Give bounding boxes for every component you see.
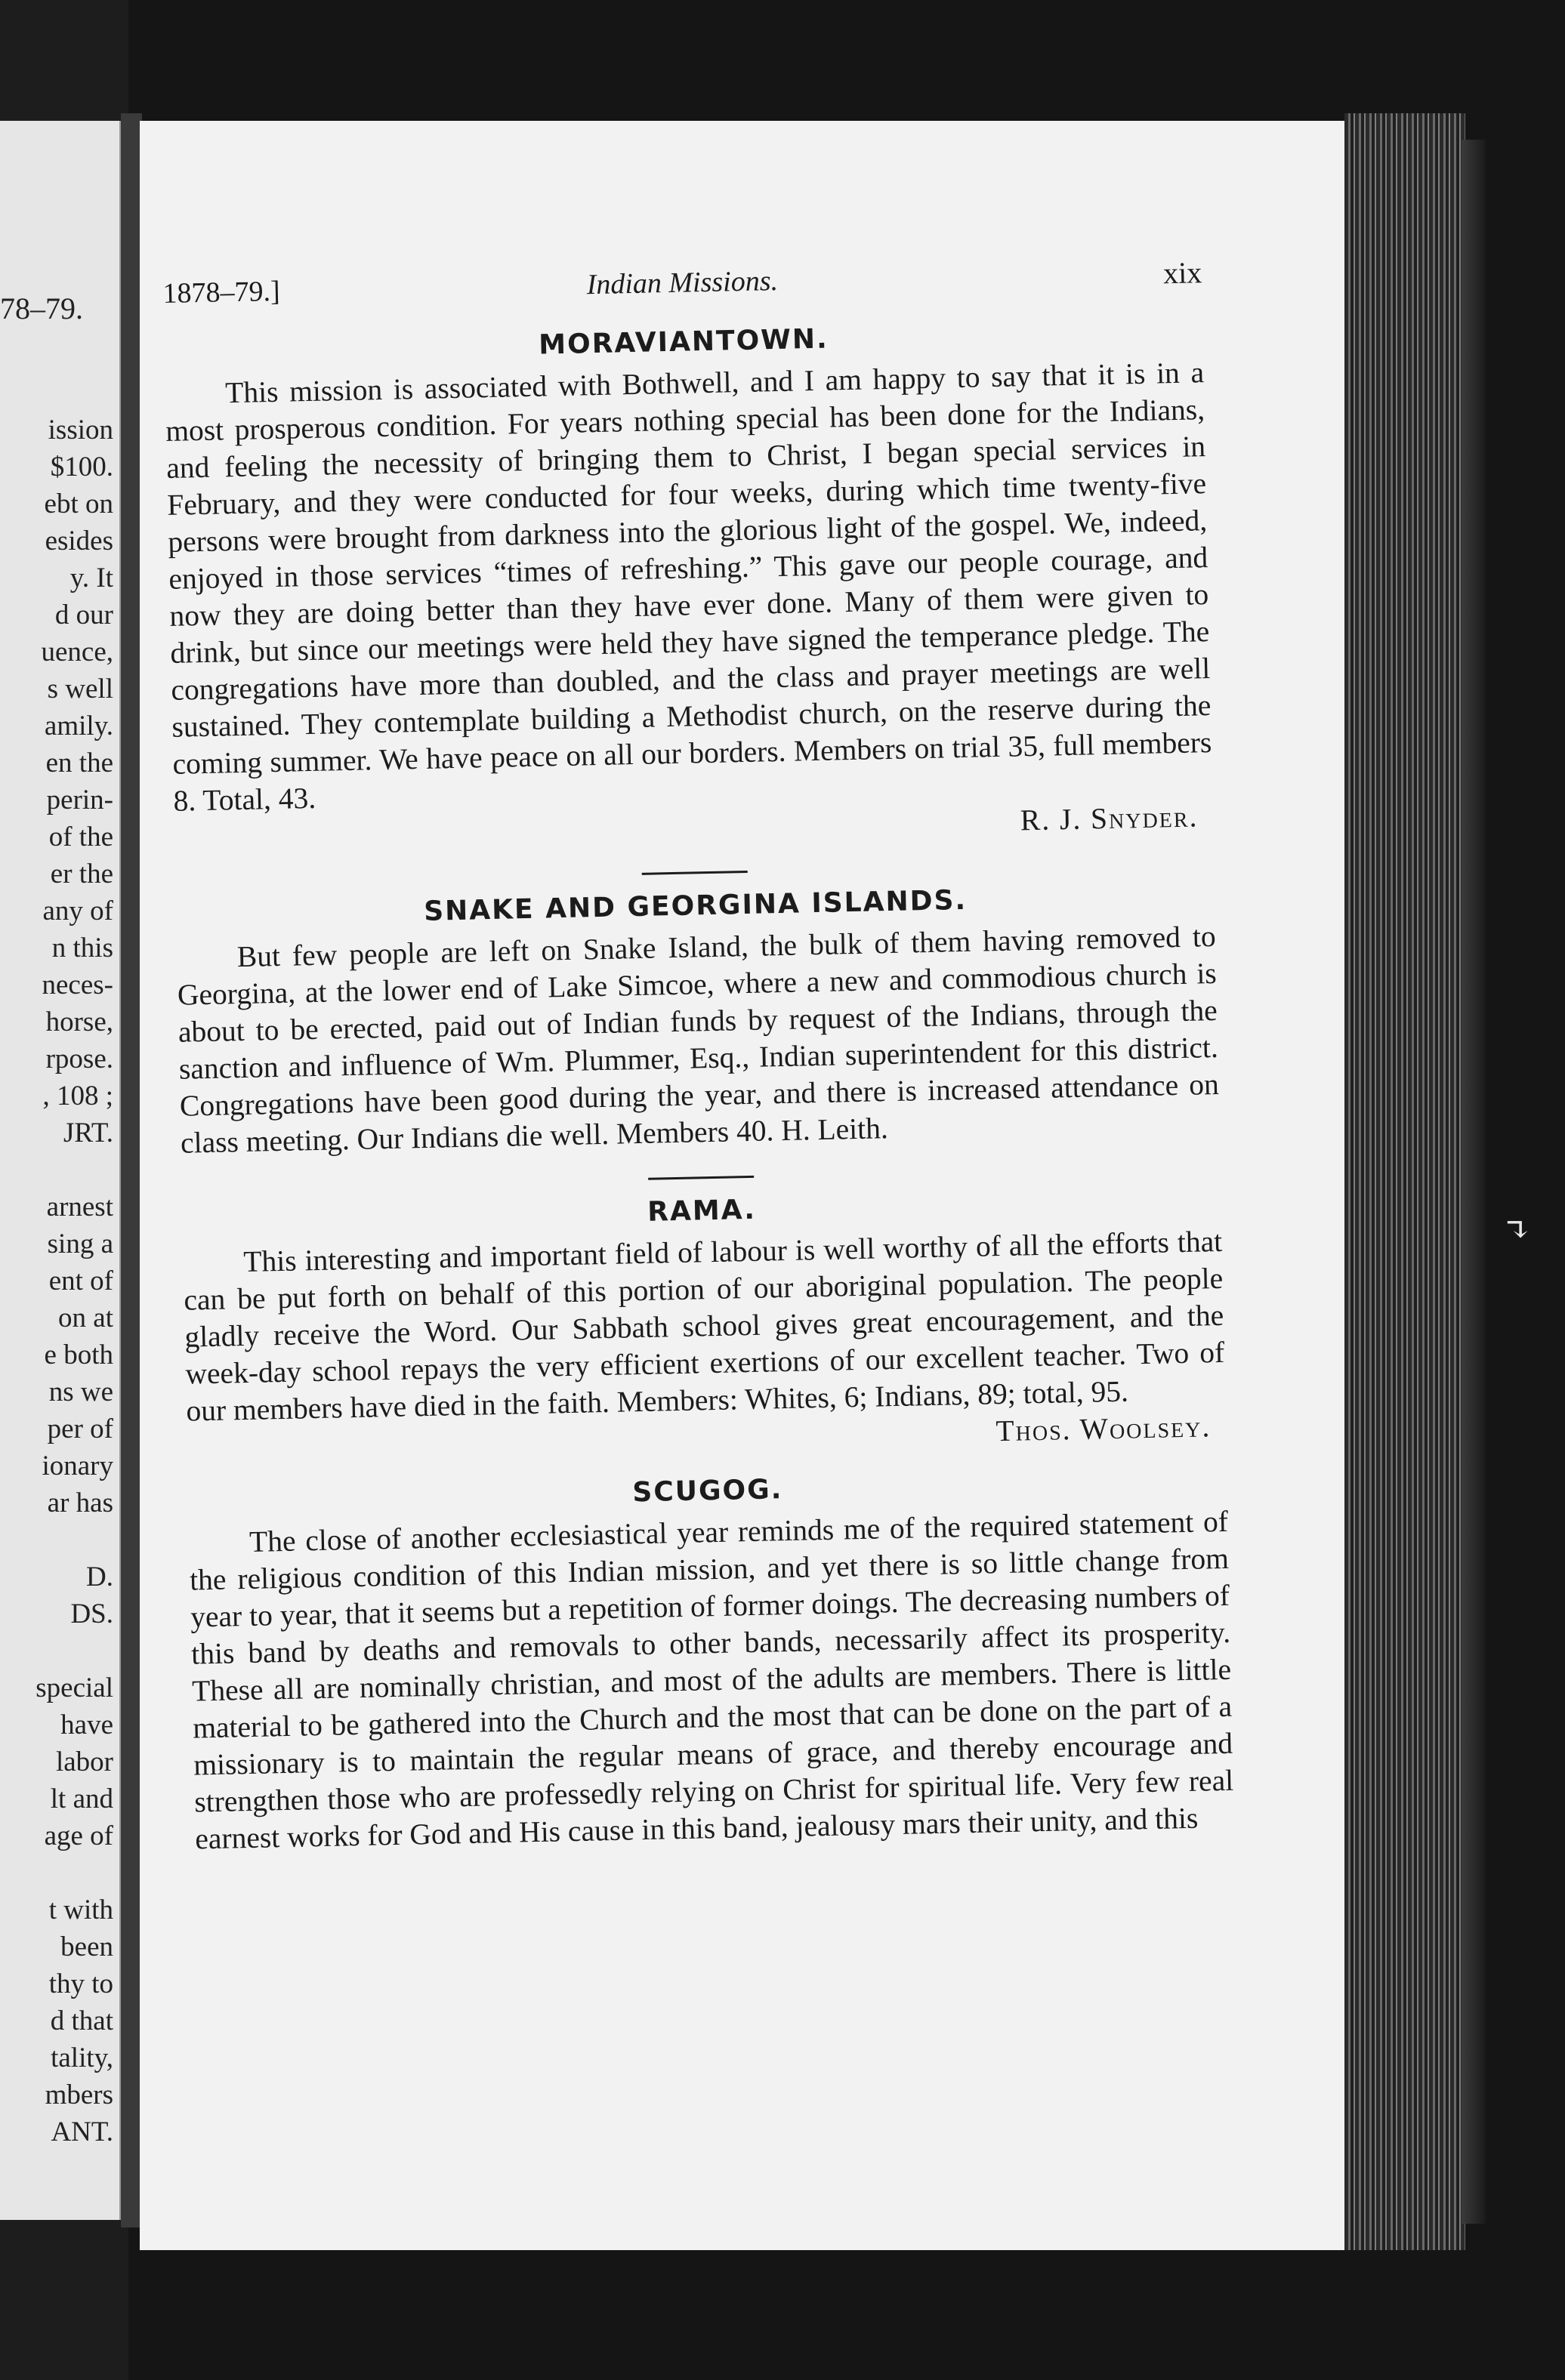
right-page xyxy=(140,121,1348,2250)
left-page-line: been xyxy=(60,1931,113,1962)
section-divider xyxy=(648,1176,754,1180)
section-heading: RAMA. xyxy=(647,1194,757,1228)
left-page-line xyxy=(35,1854,113,1891)
left-page-line: d our xyxy=(54,600,113,630)
left-page-line: ar has xyxy=(47,1488,113,1518)
bookmark-ribbon xyxy=(1462,140,1486,2224)
left-page-text xyxy=(35,412,113,2150)
left-page-line: d that xyxy=(50,2005,113,2036)
corner-arrow-icon: ↴ xyxy=(1503,1212,1531,1249)
left-page-line: per of xyxy=(47,1414,113,1444)
left-page-line xyxy=(35,1632,113,1669)
left-page-line: rpose. xyxy=(45,1044,113,1074)
left-page-line: thy to xyxy=(48,1968,113,1999)
header-year: 1878–79.] xyxy=(162,275,281,310)
left-page-line: on at xyxy=(58,1303,113,1333)
left-page-line: JRT. xyxy=(63,1118,113,1148)
left-page-line: y. It xyxy=(69,563,113,593)
left-page-line: ionary xyxy=(42,1451,113,1481)
left-page-line: tality, xyxy=(51,2042,113,2073)
left-page-line: sing a xyxy=(47,1229,113,1259)
left-page-line: ebt on xyxy=(44,489,113,519)
left-page-line: perin- xyxy=(46,785,113,815)
section-heading: SCUGOG. xyxy=(631,1474,783,1509)
left-page-line: s well xyxy=(47,674,113,704)
left-page-line: DS. xyxy=(70,1598,113,1629)
section-body: But few people are left on Snake Island, the bulk of them having removed to Georgina, at the lower end of Lake Simcoe, where a new and commodious church is about to be erected, paid out of Indian funds by request of the Indians, through the sanction and influence of Wm. Plummer, Esq., Indian superintendent for this district. Congregations have been good during the year, and there is increased attendance on class meeting. Our Indians die well. Members 40. H. Leith. xyxy=(177,919,1220,1160)
running-header xyxy=(162,254,1202,321)
left-page-line: of the xyxy=(48,822,113,852)
left-page-line: e both xyxy=(44,1340,113,1370)
left-page-line: amily. xyxy=(44,711,113,741)
left-page-line: ent of xyxy=(48,1266,113,1296)
left-page-line: special xyxy=(35,1672,113,1703)
left-page-line: any of xyxy=(42,896,113,926)
section-body: The close of another ecclesiastical year reminds me of the required statement of the religious condition of this Indian mission, and yet there is so little change from year to year, that it seems but a repetition of former doings. The decreasing numbers of this band by deaths and removals to other bands, necessarily affect its prosperity. These all are nominally christian, and most of the adults are members. There is little material to be gathered into the Church and the most that can be done on the part of a missionary is to maintain the regular means of grace, and thereby encourage and strengthen those who are professedly relying on Christ for spiritual life. Very few real earnest works for God and His cause in this band, jealousy mars their unity, and this xyxy=(189,1504,1234,1856)
section-signature: R. J. Snyder. xyxy=(1020,800,1199,837)
left-page-line: , 108 ; xyxy=(42,1081,113,1111)
left-page-line: age of xyxy=(44,1820,113,1851)
left-page-line xyxy=(35,1151,113,1188)
left-page-line: $100. xyxy=(50,452,113,482)
left-page-fragment xyxy=(0,121,127,2220)
left-page-line: t with xyxy=(48,1894,113,1925)
left-page-line: D. xyxy=(86,1561,113,1592)
left-page-header: 78–79. xyxy=(0,291,83,325)
left-page-line: er the xyxy=(50,859,113,889)
page-stack-edges xyxy=(1344,113,1465,2250)
left-page-line: labor xyxy=(55,1746,113,1777)
section-heading: SNAKE AND GEORGINA ISLANDS. xyxy=(423,884,968,927)
page-text-block xyxy=(162,254,1235,1857)
left-page-line: uence, xyxy=(41,637,113,667)
section-heading: MORAVIANTOWN. xyxy=(538,323,829,361)
left-page-line: lt and xyxy=(50,1783,113,1814)
left-page-line: ission xyxy=(48,415,113,445)
left-page-line: n this xyxy=(51,933,113,963)
left-page-line xyxy=(35,1521,113,1558)
section-body: This interesting and important field of labour is well worthy of all the efforts that can be put forth on behalf of this portion of our aboriginal population. The people gladly receive the Word. Our Sabbath school gives great encouragement, and the week-day school repays the very efficient exertions of our excellent teacher. Two of our members have died in the faith. Members: Whites, 6; Indians, 89; total, 95. xyxy=(183,1224,1225,1428)
header-title: Indian Missions. xyxy=(586,264,779,301)
section-divider xyxy=(642,871,748,875)
section-signature: Thos. Woolsey. xyxy=(995,1410,1212,1448)
section-body: This mission is associated with Bothwell, and I am happy to say that it is in a most prosperous condition. For years nothing special has been done for the Indians, and feeling the necessity of bringing them to Christ, I began special services in February, and they were conducted for four weeks, during which time twenty-five persons were brought from darkness into the glorious light of the gospel. We, indeed, enjoyed in those services “times of refreshing.” This gave our people courage, and now they are doing better than they have ever done. Many of them were given to drink, but since our meetings were held they have signed the temperance pledge. The congregations have more than doubled, and the class and prayer meetings are well sustained. They contemplate building a Methodist church, on the reserve during the coming summer. We have peace on all our borders. Members on trial 35, full members 8. Total, 43. xyxy=(165,356,1212,818)
left-page-line: esides xyxy=(45,526,113,556)
left-page-line: have xyxy=(60,1709,113,1740)
book-gutter xyxy=(121,113,142,2227)
left-page-line: ANT. xyxy=(51,2116,113,2147)
page-number: xix xyxy=(1162,255,1202,291)
left-page-line: ns we xyxy=(48,1377,113,1407)
left-page-line: mbers xyxy=(45,2079,113,2110)
left-page-line: neces- xyxy=(42,970,113,1000)
left-page-line: horse, xyxy=(45,1007,113,1037)
left-page-line: arnest xyxy=(46,1192,113,1222)
left-page-line: en the xyxy=(45,748,113,778)
